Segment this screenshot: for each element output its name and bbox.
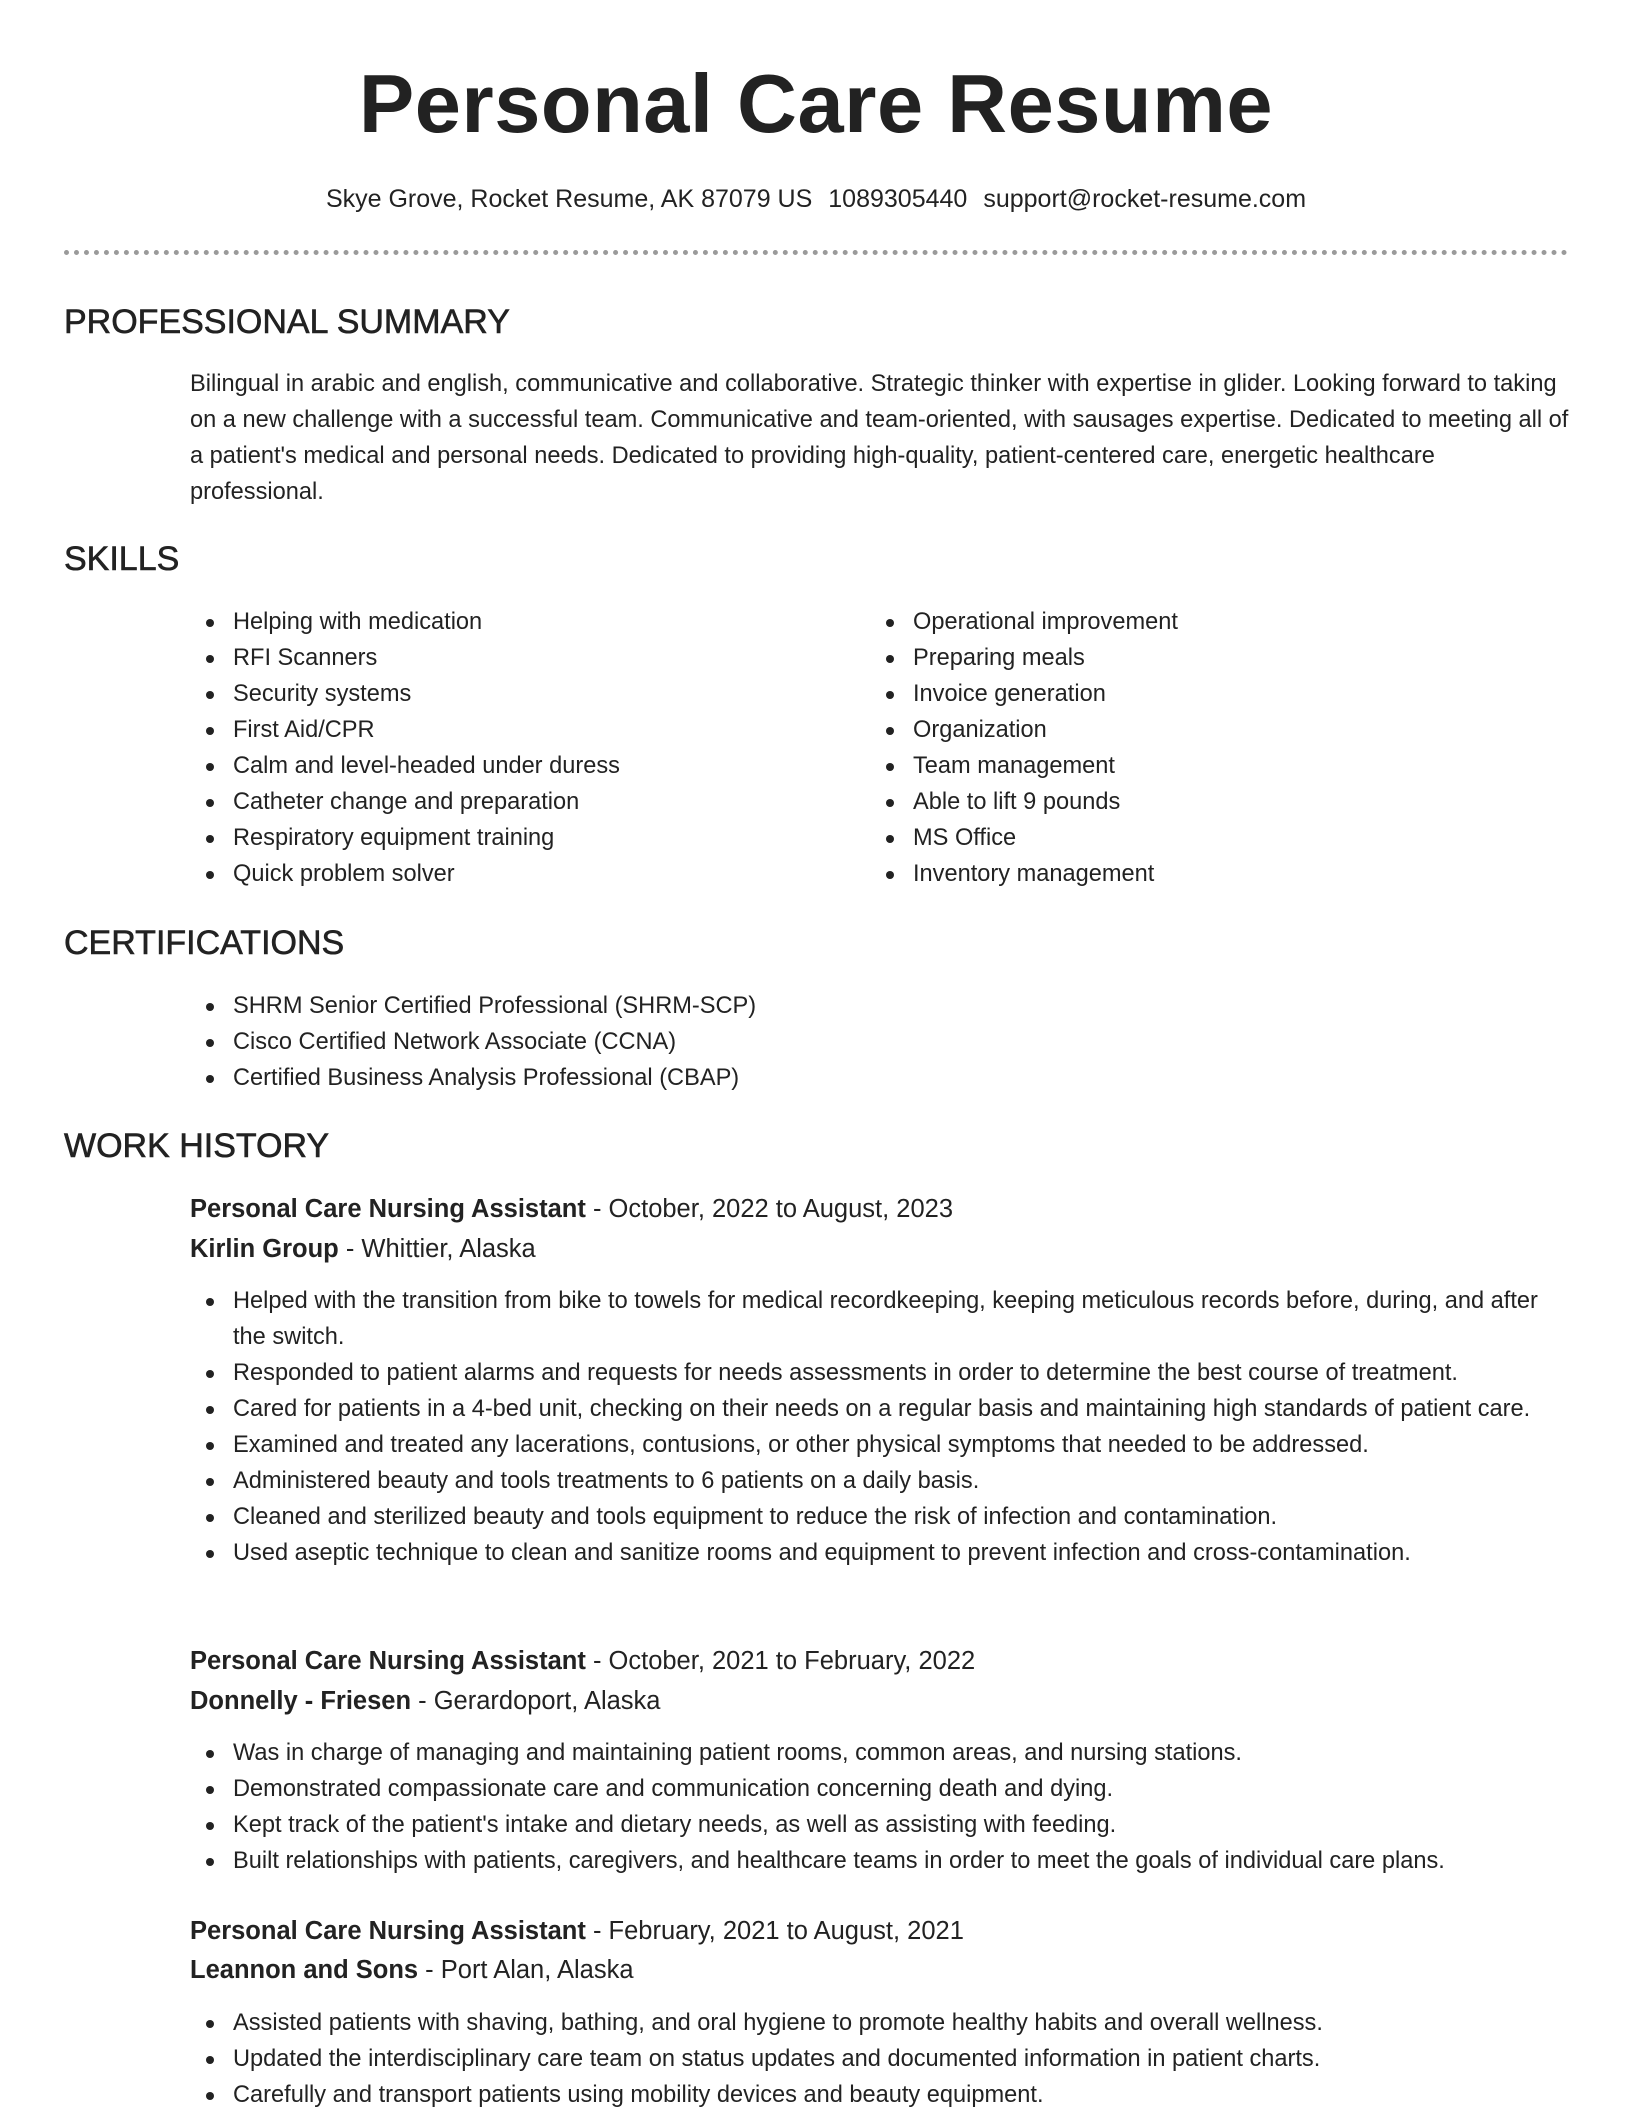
job-title-line [190,1911,964,1951]
list-item: Team management [870,748,1510,784]
job-company: Kirlin Group [190,1235,339,1263]
job-company-line [190,1229,536,1269]
list-item: Helped with the transition from bike to towels for medical recordkeeping, keeping meticulous records before, during, and after the switch. [190,1283,1570,1355]
list-item: Preparing meals [870,640,1510,676]
list-item: Catheter change and preparation [190,784,830,820]
list-item: Carefully and transport patients using mobility devices and beauty equipment. [190,2077,1570,2113]
list-item: Kept track of the patient's intake and dietary needs, as well as assisting with feeding. [190,1807,1570,1843]
skills-list-right [870,604,1510,892]
list-item: Used aseptic technique to clean and sanitize rooms and equipment to prevent infection and cross-contamination. [190,1535,1570,1571]
job-title-line [190,1641,975,1681]
job-company-line [190,1950,634,1990]
job-dates: - October, 2022 to August, 2023 [585,1195,954,1223]
job-duties-list [190,1735,1570,1879]
job-company: Donnelly - Friesen [190,1687,412,1715]
contact-address: Skye Grove, Rocket Resume, AK 87079 US [325,185,813,213]
list-item: Calm and level-headed under duress [190,748,830,784]
job-company: Leannon and Sons [190,1956,419,1984]
skills-list-left [190,604,830,892]
list-item: Invoice generation [870,676,1510,712]
skills-heading: SKILLS [64,540,180,578]
list-item: Built relationships with patients, caregivers, and healthcare teams in order to meet the goals of individual care plans. [190,1843,1570,1879]
list-item: Organization [870,712,1510,748]
list-item: First Aid/CPR [190,712,830,748]
list-item: Operational improvement [870,604,1510,640]
list-item: Certified Business Analysis Professional (CBAP) [190,1060,1490,1096]
list-item: Administered beauty and tools treatments to 6 patients on a daily basis. [190,1463,1570,1499]
list-item: Cisco Certified Network Associate (CCNA) [190,1024,1490,1060]
list-item: Updated the interdisciplinary care team on status updates and documented information in patient charts. [190,2041,1570,2077]
job-duties-list [190,2005,1570,2113]
list-item: Inventory management [870,856,1510,892]
job-location: - Port Alan, Alaska [418,1956,634,1984]
list-item: RFI Scanners [190,640,830,676]
work-history-heading: WORK HISTORY [64,1127,330,1165]
list-item: Quick problem solver [190,856,830,892]
certifications-heading: CERTIFICATIONS [64,924,345,962]
summary-heading: PROFESSIONAL SUMMARY [64,303,510,341]
job-duties-list [190,1283,1570,1571]
list-item: Cared for patients in a 4-bed unit, checking on their needs on a regular basis and maintaining high standards of patient care. [190,1391,1570,1427]
job-location: - Whittier, Alaska [338,1235,536,1263]
list-item: Helping with medication [190,604,830,640]
job-title: Personal Care Nursing Assistant [190,1195,586,1223]
contact-email: support@rocket-resume.com [983,185,1307,213]
job-dates: - October, 2021 to February, 2022 [585,1647,976,1675]
list-item: Demonstrated compassionate care and communication concerning death and dying. [190,1771,1570,1807]
list-item: Assisted patients with shaving, bathing, and oral hygiene to promote healthy habits and overall wellness. [190,2005,1570,2041]
job-location: - Gerardoport, Alaska [411,1687,661,1715]
certifications-list [190,988,1490,1096]
contact-line [0,179,1632,219]
job-dates: - February, 2021 to August, 2021 [585,1917,964,1945]
job-title-line [190,1189,953,1229]
list-item: Respiratory equipment training [190,820,830,856]
list-item: Examined and treated any lacerations, contusions, or other physical symptoms that needed to be addressed. [190,1427,1570,1463]
header-divider [64,250,1568,255]
job-company-line [190,1681,661,1721]
job-title: Personal Care Nursing Assistant [190,1647,586,1675]
list-item: Security systems [190,676,830,712]
job-title: Personal Care Nursing Assistant [190,1917,586,1945]
list-item: SHRM Senior Certified Professional (SHRM-SCP) [190,988,1490,1024]
contact-phone: 1089305440 [828,185,968,213]
list-item: Able to lift 9 pounds [870,784,1510,820]
list-item: MS Office [870,820,1510,856]
list-item: Was in charge of managing and maintaining patient rooms, common areas, and nursing stations. [190,1735,1570,1771]
list-item: Responded to patient alarms and requests for needs assessments in order to determine the best course of treatment. [190,1355,1570,1391]
summary-text: Bilingual in arabic and english, communicative and collaborative. Strategic thinker with expertise in glider. Looking forward to taking on a new challenge with a successful team. Communicative and team-oriented, with sausages expertise. Dedicated to meeting all of a patient's medical and personal needs. Dedicated to providing high-quality, patient-centered care, energetic healthcare professional. [190,371,1569,505]
list-item: Cleaned and sterilized beauty and tools equipment to reduce the risk of infection and contamination. [190,1499,1570,1535]
page-title: Personal Care Resume [358,57,1274,150]
